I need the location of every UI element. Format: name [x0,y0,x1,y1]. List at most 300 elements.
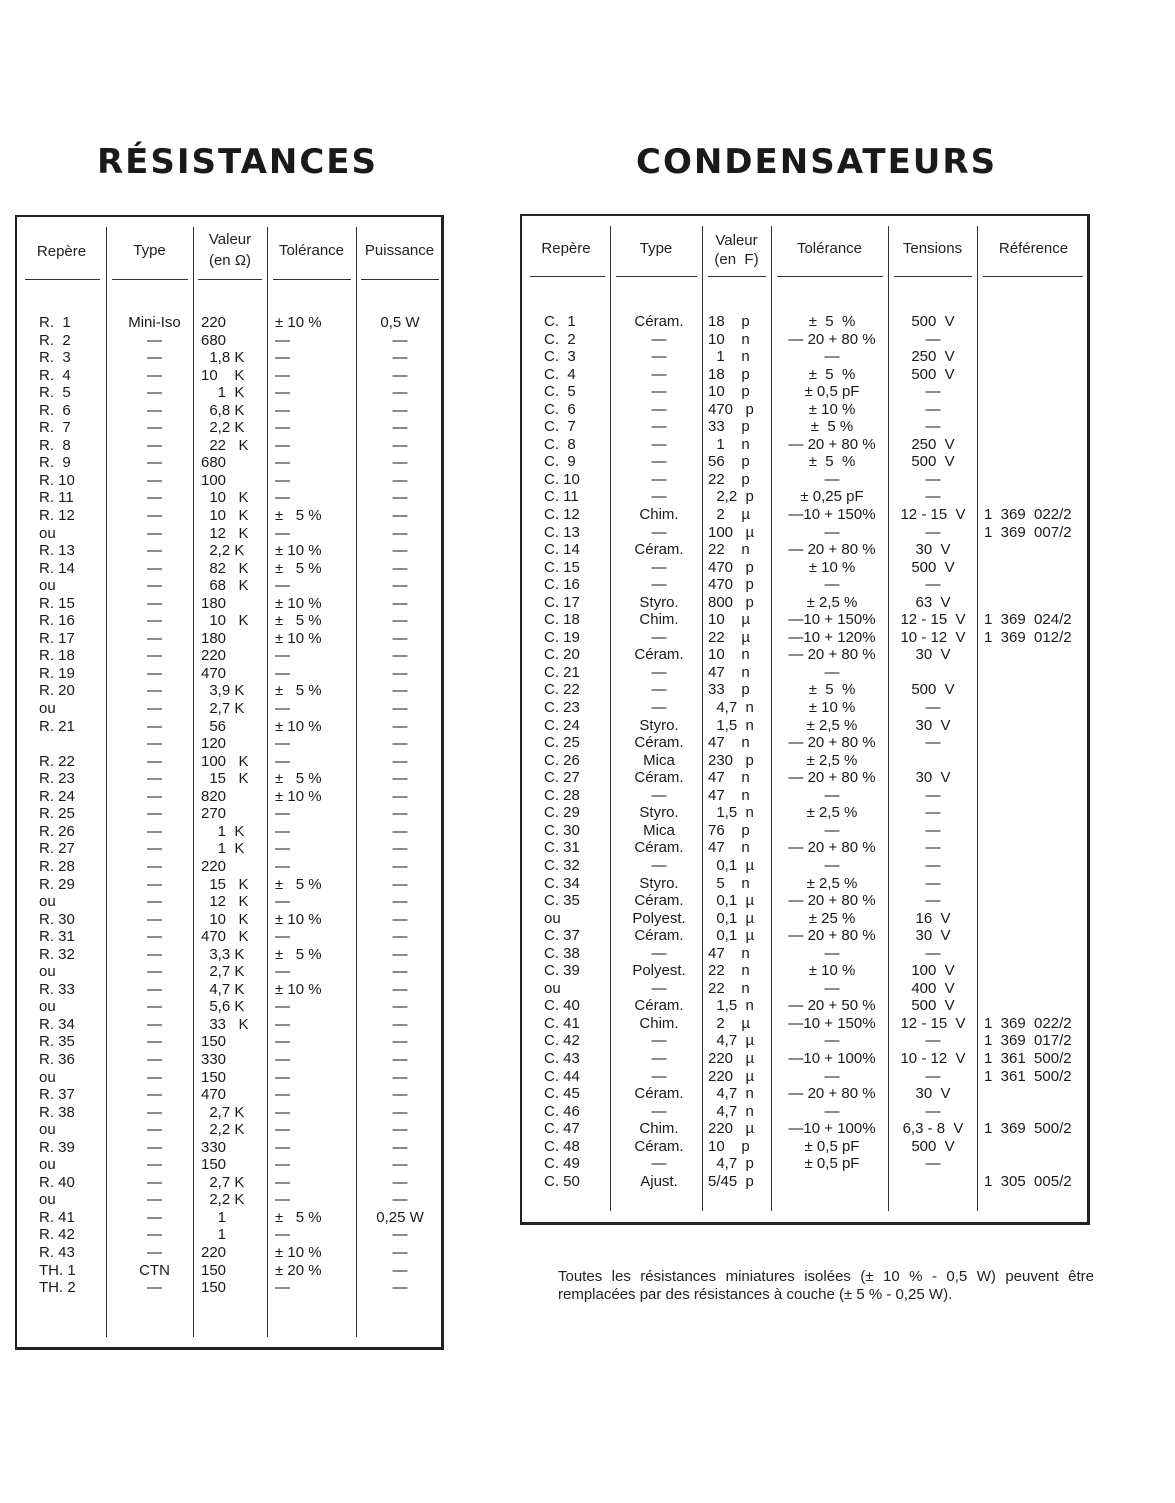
table-row [522,331,1088,349]
cell-repere: C. 31 [544,839,580,857]
cell-tensions: 250 V [911,435,955,453]
cell-tolerance: — [824,979,840,997]
cell-puissance: — [392,594,408,612]
cell-tensions: 12 - 15 V [900,1014,966,1032]
table-row [522,383,1088,401]
cell-tensions: — [925,734,941,752]
cell-puissance: — [392,1261,408,1279]
cell-repere: C. 34 [544,874,580,892]
cell-type: — [147,682,162,700]
cell-repere: TH. 1 [39,1261,76,1279]
cell-valeur: 56 [201,717,227,735]
cell-tolerance: — [275,331,290,349]
cell-valeur: 330 [201,1050,227,1068]
cell-valeur: 470 p [708,576,754,594]
cell-repere: C. 38 [544,944,580,962]
cell-reference: 1 361 500/2 [984,1049,1072,1067]
cell-type: — [651,383,667,401]
cell-tolerance: ± 5 % [275,682,322,700]
cell-tolerance: — [275,401,290,419]
cell-tensions: — [925,856,941,874]
cell-type: — [147,945,162,963]
cell-valeur: 18 p [708,313,750,330]
cell-tolerance: — [824,1032,840,1050]
cell-repere: ou [39,700,56,718]
cell-tolerance: ± 5 % [275,875,322,893]
cell-type: — [147,1033,162,1051]
cell-valeur: 2,7 K [201,1173,245,1191]
cell-tolerance: — [275,963,290,981]
cell-tolerance: — [275,489,290,507]
cell-puissance: — [392,436,408,454]
header-underline [273,279,351,280]
table-row [17,507,441,525]
cell-valeur: 15 K [201,875,249,893]
cell-type: Chim. [639,506,679,524]
table-row [17,1033,441,1051]
cell-tensions: — [925,330,941,348]
table-row [17,858,441,876]
table-row [17,805,441,823]
cell-puissance: — [392,524,408,542]
cell-tolerance: ± 20 % [275,1261,322,1279]
cell-tolerance: ± 10 % [275,717,322,735]
table-row [17,1156,441,1174]
cell-tolerance: — [824,821,840,839]
cell-tolerance: ± 2,5 % [806,593,858,611]
table-row [17,1262,441,1280]
cell-tolerance: — [275,349,290,367]
cell-tolerance: — [275,735,290,753]
cell-repere: C. 14 [544,541,580,559]
cell-valeur: 22 n [708,541,750,559]
table-row [17,823,441,841]
header-underline [112,279,188,280]
table-row [522,681,1088,699]
table-row [17,542,441,560]
cell-valeur: 0,1 µ [708,892,755,910]
cell-tensions: 12 - 15 V [900,506,966,524]
cell-puissance: 0,25 W [376,1208,424,1226]
table-row [17,560,441,578]
cell-type: — [147,857,162,875]
cell-valeur: 10 µ [708,611,750,629]
cell-valeur: 100 [201,471,227,489]
cell-valeur: 47 n [708,663,750,681]
cell-repere: R. 21 [39,717,75,735]
cell-puissance: — [392,366,408,384]
header-type: Type [133,242,166,259]
table-row [17,911,441,929]
cell-valeur: 820 [201,787,227,805]
cell-tensions: — [925,1102,941,1120]
table-row [17,1104,441,1122]
cell-valeur: 1 K [201,822,245,840]
cell-valeur: 2 µ [708,1014,750,1032]
cell-tensions: 10 - 12 V [900,1049,966,1067]
cell-tolerance: — [824,1102,840,1120]
header-underline [616,276,697,277]
cell-tolerance: — [275,647,290,665]
cell-valeur: 10 K [201,507,249,525]
cell-valeur: 1,5 n [708,804,754,822]
cell-type: Mica [643,821,675,839]
cell-type: — [651,1067,667,1085]
cell-type: — [651,856,667,874]
cell-type: Céram. [634,892,684,910]
table-row [522,1050,1088,1068]
table-row [17,963,441,981]
table-row [522,611,1088,629]
cell-valeur: 56 p [708,453,750,471]
table-row [17,1121,441,1139]
cell-tolerance: — [824,786,840,804]
header-underline [25,279,100,280]
cell-puissance: — [392,1173,408,1191]
table-row [522,962,1088,980]
cell-valeur: 5/45 p [708,1172,754,1190]
table-row [522,910,1088,928]
cell-tolerance: —10 + 120% [788,628,876,646]
cell-valeur: 10 p [708,383,750,401]
header-reference: Référence [998,240,1069,257]
cell-type: Céram. [634,313,684,330]
cell-valeur: 4,7 µ [708,1032,755,1050]
table-row [522,1103,1088,1121]
cell-tensions: 30 V [915,716,951,734]
cell-repere: R. 32 [39,945,75,963]
cell-valeur: 82 K [201,559,249,577]
cell-tensions: — [925,699,941,717]
cell-type: — [147,612,162,630]
cell-valeur: 2,7 K [201,963,245,981]
table-row [17,419,441,437]
cell-tolerance: ± 10 % [808,558,856,576]
cell-tensions: — [925,418,941,436]
cell-type: — [147,524,162,542]
cell-puissance: — [392,1226,408,1244]
cell-type: — [147,384,162,402]
cell-repere: C. 45 [544,1085,580,1103]
cell-repere: C. 32 [544,856,580,874]
cell-repere: R. 23 [39,770,75,788]
cell-tolerance: ± 10 % [275,1243,322,1261]
cell-valeur: 10 K [201,489,249,507]
table-row [522,945,1088,963]
cell-repere: C. 6 [544,400,576,418]
cell-valeur: 1,5 n [708,716,754,734]
cell-repere: R. 4 [39,366,71,384]
cell-repere: R. 3 [39,349,71,367]
cell-tensions: 500 V [911,997,955,1015]
condensateurs-title: CONDENSATEURS [636,142,998,182]
cell-type: Ajust. [640,1172,678,1190]
cell-tolerance: — [824,663,840,681]
cell-tensions: — [925,821,941,839]
cell-tensions: 500 V [911,453,955,471]
cell-puissance: — [392,471,408,489]
cell-type: — [147,1050,162,1068]
cell-repere: R. 26 [39,822,75,840]
cell-tolerance: ± 5 % [275,770,322,788]
cell-valeur: 0,1 µ [708,909,755,927]
cell-repere: R. 15 [39,594,75,612]
cell-repere: C. 46 [544,1102,580,1120]
cell-tolerance: ± 5 % [808,365,856,383]
header-valeur-unit: (en Ω) [208,252,252,269]
cell-valeur: 18 p [708,365,750,383]
cell-type: — [147,559,162,577]
cell-tolerance: — [275,1033,290,1051]
header-valeur-label: Valeur [715,232,758,249]
table-row [522,1032,1088,1050]
cell-type: — [147,893,162,911]
cell-tolerance: — [275,1191,290,1209]
cell-valeur: 1 [201,1226,227,1244]
cell-tolerance: — 20 + 80 % [788,541,876,559]
cell-repere: R. 30 [39,910,75,928]
table-row [17,718,441,736]
table-row [17,840,441,858]
table-row [17,1069,441,1087]
table-row [522,857,1088,875]
header-underline [777,276,883,277]
cell-puissance: — [392,1121,408,1139]
header-tensions: Tensions [902,240,963,257]
cell-repere: R. 25 [39,805,75,823]
cell-valeur: 1 K [201,840,245,858]
cell-repere: R. 20 [39,682,75,700]
condensateurs-rows [522,313,1088,1190]
cell-repere: R. 2 [39,331,71,349]
cell-repere: C. 17 [544,593,580,611]
table-row [17,402,441,420]
cell-type: — [147,1138,162,1156]
cell-repere: C. 4 [544,365,576,383]
cell-type: — [147,331,162,349]
cell-valeur: 2,2 p [708,488,754,506]
table-row [17,314,441,332]
cell-tolerance: ± 10 % [275,542,322,560]
cell-puissance: — [392,805,408,823]
cell-type: CTN [139,1261,170,1279]
cell-repere: C. 48 [544,1137,580,1155]
cell-reference: 1 369 022/2 [984,1014,1072,1032]
cell-type: — [147,436,162,454]
table-row [522,348,1088,366]
cell-puissance: — [392,331,408,349]
cell-repere: ou [39,998,56,1016]
cell-puissance: — [392,910,408,928]
table-row [17,525,441,543]
cell-puissance: — [392,349,408,367]
cell-tensions: — [925,839,941,857]
table-row [17,1279,441,1297]
cell-valeur: 230 p [708,751,754,769]
cell-tensions: — [925,488,941,506]
resistances-table [15,215,444,1350]
cell-tolerance: — 20 + 80 % [788,646,876,664]
cell-puissance: — [392,963,408,981]
cell-type: — [147,1243,162,1261]
cell-valeur: 33 p [708,681,750,699]
cell-reference: 1 369 012/2 [984,628,1072,646]
cell-type: Céram. [634,541,684,559]
header-underline [894,276,972,277]
cell-tolerance: — [275,1156,290,1174]
cell-puissance: — [392,945,408,963]
cell-valeur: 12 K [201,524,249,542]
cell-type: — [147,1208,162,1226]
table-row [522,524,1088,542]
cell-tolerance: ± 5 % [275,1208,322,1226]
table-row [522,1068,1088,1086]
cell-type: — [651,453,667,471]
cell-valeur: 47 n [708,786,750,804]
cell-type: — [651,576,667,594]
cell-type: — [147,910,162,928]
cell-tolerance: —10 + 150% [788,506,876,524]
table-row [522,453,1088,471]
cell-valeur: 470 [201,1086,227,1104]
cell-repere: R. 37 [39,1086,75,1104]
cell-repere: ou [39,1191,56,1209]
cell-type: Polyest. [632,909,686,927]
table-row [522,997,1088,1015]
cell-valeur: 4,7 p [708,1155,754,1173]
cell-valeur: 2,2 K [201,1121,245,1139]
table-row [17,1086,441,1104]
table-row [522,576,1088,594]
table-row [17,1244,441,1262]
cell-tensions: 500 V [911,313,955,330]
cell-tolerance: — [275,454,290,472]
cell-repere: R. 19 [39,664,75,682]
cell-tolerance: — [275,822,290,840]
cell-tolerance: ± 0,5 pF [804,383,860,401]
cell-type: — [147,822,162,840]
cell-puissance: — [392,928,408,946]
cell-tolerance: ± 5 % [275,612,322,630]
cell-repere: C. 10 [544,470,580,488]
cell-valeur: 150 [201,1156,227,1174]
cell-repere: R. 10 [39,471,75,489]
cell-valeur: 150 [201,1068,227,1086]
table-row [17,349,441,367]
cell-repere: C. 39 [544,962,580,980]
table-row [17,595,441,613]
cell-type: — [147,401,162,419]
cell-tolerance: —10 + 150% [788,1014,876,1032]
table-row [522,839,1088,857]
cell-tensions: 6,3 - 8 V [902,1120,964,1138]
cell-repere: C. 26 [544,751,580,769]
cell-tensions: 30 V [915,769,951,787]
cell-tolerance: ± 5 % [275,559,322,577]
cell-valeur: 4,7 n [708,1085,754,1103]
cell-tolerance: — [824,523,840,541]
cell-valeur: 5,6 K [201,998,245,1016]
cell-repere: C. 40 [544,997,580,1015]
cell-tolerance: — 20 + 80 % [788,769,876,787]
cell-tolerance: — [275,893,290,911]
cell-tensions: — [925,400,941,418]
cell-valeur: 76 p [708,821,750,839]
cell-type: — [651,1155,667,1173]
cell-repere: C. 19 [544,628,580,646]
cell-tolerance: ± 10 % [808,400,856,418]
table-row [17,893,441,911]
table-row [17,437,441,455]
cell-tolerance: —10 + 100% [788,1049,876,1067]
cell-valeur: 22 n [708,962,750,980]
cell-repere: C. 2 [544,330,576,348]
cell-repere: C. 29 [544,804,580,822]
cell-type: Chim. [639,611,679,629]
condensateurs-table [520,214,1090,1225]
header-underline [708,276,766,277]
cell-tolerance: — [275,1173,290,1191]
cell-tolerance: ± 5 % [808,681,856,699]
cell-puissance: — [392,700,408,718]
table-row [522,892,1088,910]
cell-tolerance: ± 2,5 % [806,716,858,734]
cell-type: Styro. [639,804,679,822]
table-row [522,436,1088,454]
cell-type: — [147,1173,162,1191]
cell-repere: C. 15 [544,558,580,576]
table-row [522,366,1088,384]
cell-puissance: — [392,857,408,875]
cell-puissance: — [392,1068,408,1086]
cell-tolerance: — [275,1279,290,1297]
cell-repere: C. 44 [544,1067,580,1085]
footnote: Toutes les résistances miniatures isolées (± 10 % - 0,5 W) peuvent être remplacées par des résistances à couche (± 5 % - 0,25 W). [558,1268,1094,1303]
cell-repere: R. 7 [39,419,71,437]
cell-repere: R. 27 [39,840,75,858]
table-row [17,489,441,507]
cell-type: — [147,542,162,560]
cell-tolerance: — [275,1050,290,1068]
cell-type: — [147,471,162,489]
table-row [17,630,441,648]
cell-puissance: — [392,489,408,507]
cell-valeur: 180 [201,594,227,612]
cell-valeur: 470 p [708,558,754,576]
cell-repere: C. 43 [544,1049,580,1067]
cell-repere: R. 14 [39,559,75,577]
cell-type: — [147,419,162,437]
table-row [17,1226,441,1244]
header-tolerance: Tolérance [796,240,863,257]
cell-type: — [651,435,667,453]
cell-puissance: — [392,559,408,577]
table-row [17,981,441,999]
cell-puissance: — [392,1086,408,1104]
cell-valeur: 1,5 n [708,997,754,1015]
cell-type: — [147,1279,162,1297]
cell-valeur: 100 K [201,752,249,770]
cell-type: — [147,717,162,735]
cell-type: — [147,787,162,805]
table-row [522,1138,1088,1156]
cell-puissance: — [392,384,408,402]
table-row [522,418,1088,436]
cell-tolerance: — [824,576,840,594]
cell-type: — [651,628,667,646]
cell-valeur: 470 p [708,400,754,418]
cell-tolerance: — [824,944,840,962]
